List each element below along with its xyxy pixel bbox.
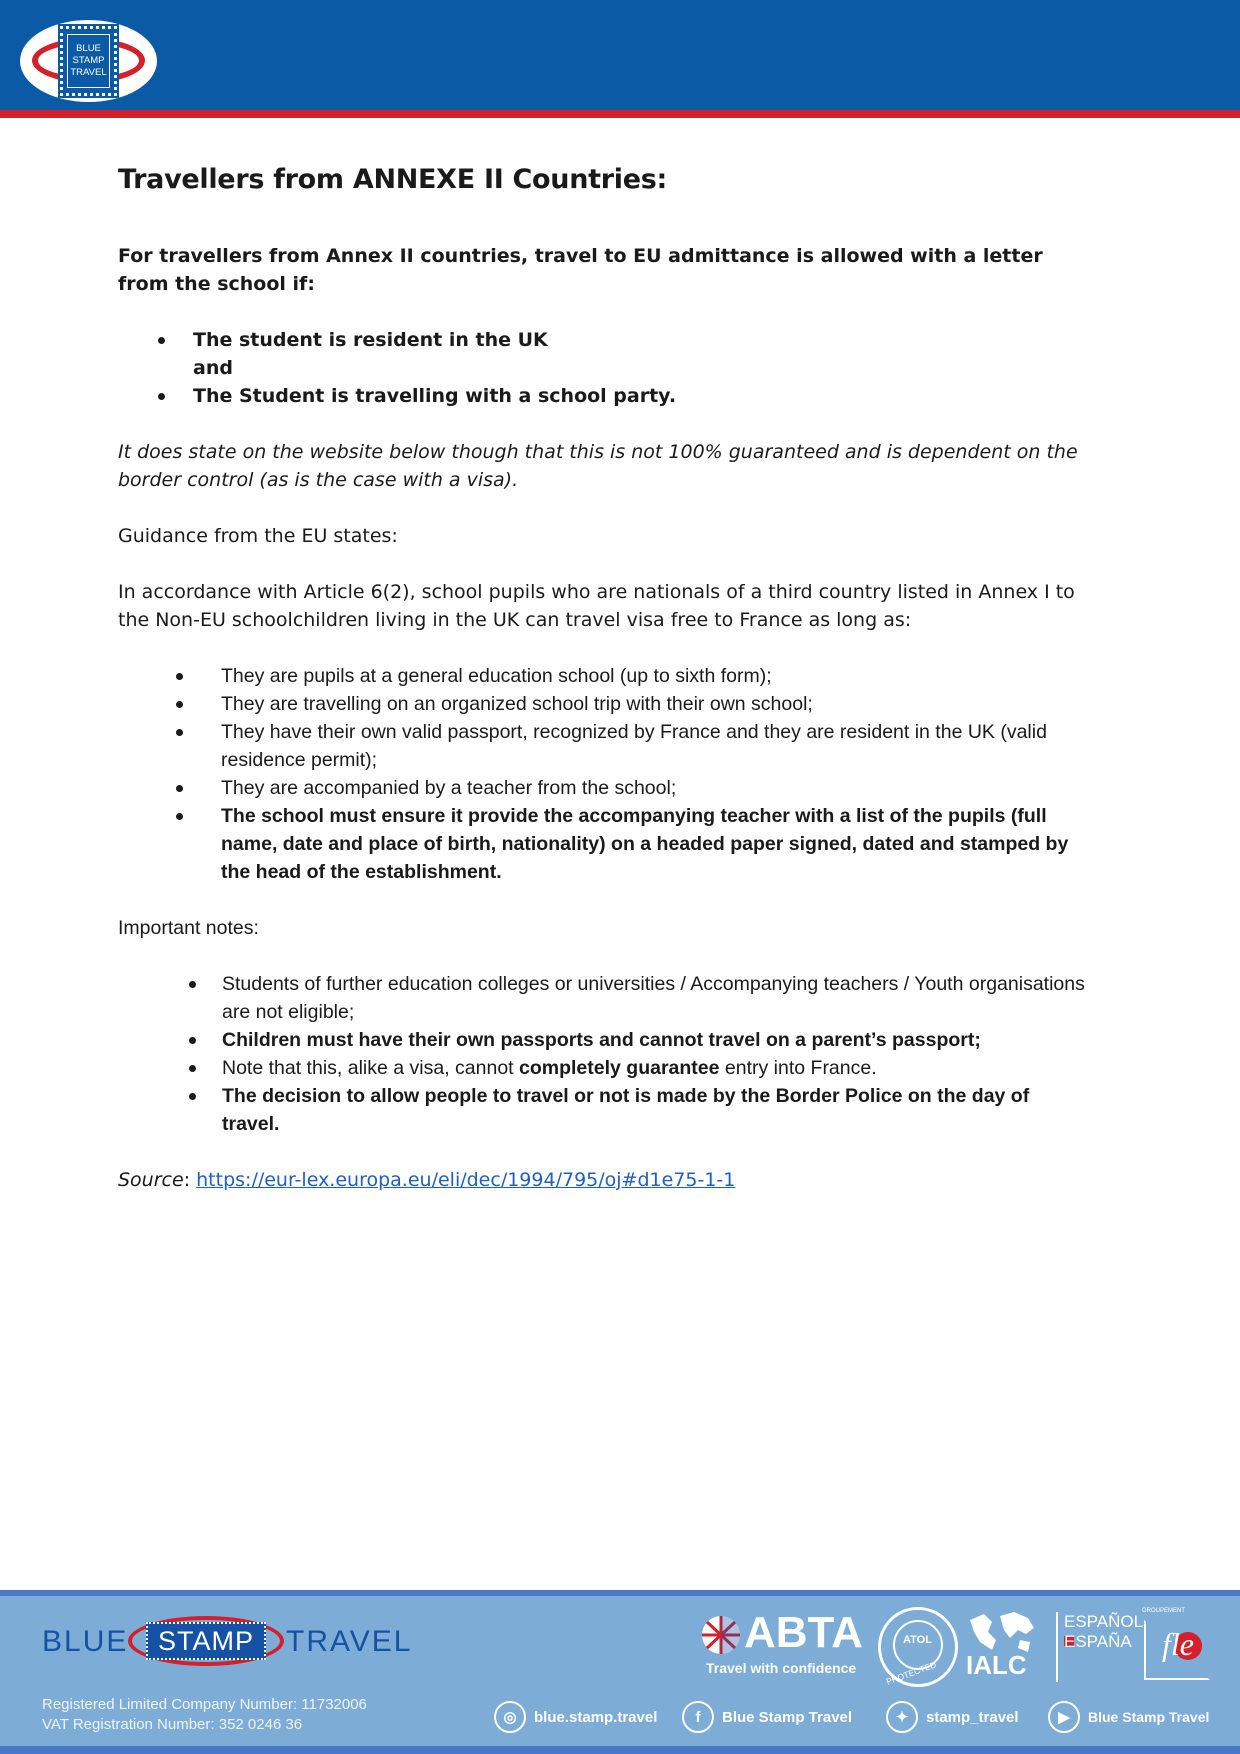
note-item: The decision to allow people to travel or not is made by the Border Police on the day of travel.: [118, 1082, 1088, 1138]
footer-bottom-stripe: [0, 1746, 1240, 1754]
footer-brand-stamp: STAMP: [146, 1622, 266, 1660]
article-paragraph: In accordance with Article 6(2), school pupils who are nationals of a third country listed in Annex I to the Non-EU schoolchildren living in the UK can travel visa free to France as long as:: [118, 581, 1075, 631]
company-number: Registered Limited Company Number: 11732006: [42, 1696, 367, 1713]
bullet-icon: [176, 729, 183, 736]
fle-text: fle: [1162, 1626, 1194, 1662]
condition-item: The Student is travelling with a school party.: [118, 382, 1088, 410]
requirements-list: [118, 662, 1088, 886]
atol-badge: [878, 1607, 958, 1687]
requirement-item: They are pupils at a general education school (up to sixth form);: [118, 662, 1088, 690]
instagram-icon: ◎: [494, 1701, 526, 1733]
atol-protected-text: PROTECTED: [884, 1659, 938, 1687]
header-red-stripe: [0, 110, 1240, 118]
page-header: [0, 0, 1240, 110]
bullet-icon: [158, 337, 165, 344]
footer-brand-right: TRAVEL: [286, 1625, 413, 1658]
footer-brand-logo: [42, 1614, 412, 1670]
intro-paragraph: For travellers from Annex II countries, travel to EU admittance is allowed with a letter from the school if:: [118, 245, 1043, 295]
requirement-item: They have their own valid passport, recognized by France and they are resident in the UK (valid residence permit);: [118, 718, 1088, 774]
page-title: Travellers from ANNEXE II Countries:: [118, 164, 668, 195]
instagram-link[interactable]: ◎ blue.stamp.travel: [494, 1700, 657, 1734]
requirement-item: They are accompanied by a teacher from the school;: [118, 774, 1088, 802]
atol-text: ATOL: [903, 1634, 932, 1646]
facebook-link[interactable]: f Blue Stamp Travel: [682, 1700, 852, 1734]
source-label: Source: [118, 1169, 184, 1191]
ialc-text: IALC: [966, 1650, 1027, 1680]
disclaimer-paragraph: It does state on the website below though that this is not 100% guaranteed and is dependent on the border control (as is the case with a visa).: [118, 441, 1078, 491]
notes-heading: Important notes:: [118, 917, 259, 939]
vat-number: VAT Registration Number: 352 0246 36: [42, 1716, 303, 1733]
notes-list: [118, 970, 1088, 1138]
footer-top-stripe: [0, 1590, 1240, 1596]
bullet-icon: [189, 1093, 196, 1100]
condition-item: The student is resident in the UK and: [118, 326, 1088, 382]
espanol-badge: [1056, 1612, 1144, 1682]
requirement-item: The school must ensure it provide the accompanying teacher with a list of the pupils (full name, date and place of birth, nationality) on a headed paper signed, dated and stamped by the head of the establishment.: [118, 802, 1088, 886]
twitter-link[interactable]: ✦ stamp_travel: [886, 1700, 1019, 1734]
bullet-icon: [189, 1065, 196, 1072]
requirement-item: They are travelling on an organized school trip with their own school;: [118, 690, 1088, 718]
logo-text-3: TRAVEL: [70, 67, 107, 78]
note-item: Note that this, alike a visa, cannot completely guarantee entry into France.: [118, 1054, 1088, 1082]
youtube-link[interactable]: ▶ Blue Stamp Travel: [1048, 1700, 1209, 1734]
bullet-icon: [176, 785, 183, 792]
espana-text: ESPAÑA: [1064, 1632, 1132, 1651]
conditions-list: [118, 326, 1088, 410]
note-item: Children must have their own passports and cannot travel on a parent’s passport;: [118, 1026, 1088, 1054]
ialc-badge: [966, 1610, 1038, 1684]
abta-logo-text: ABTA: [744, 1608, 863, 1657]
bullet-icon: [158, 393, 165, 400]
abta-globe-icon: [700, 1612, 742, 1658]
document-body: [118, 160, 1088, 1194]
bullet-icon: [176, 813, 183, 820]
world-map-icon: [966, 1610, 1038, 1654]
note-item: Students of further education colleges or universities / Accompanying teachers / Youth organisations are not eligible;: [118, 970, 1088, 1026]
youtube-icon: ▶: [1048, 1701, 1080, 1733]
logo-text-1: BLUE: [76, 43, 101, 54]
fle-badge: [1142, 1610, 1214, 1686]
source-line: Source: https://eur-lex.europa.eu/eli/dec/1994/795/oj#d1e75-1-1: [118, 1169, 736, 1191]
abta-tagline: Travel with confidence: [706, 1660, 857, 1676]
facebook-icon: f: [682, 1701, 714, 1733]
bullet-icon: [176, 673, 183, 680]
bullet-icon: [176, 701, 183, 708]
logo-stamp: [60, 26, 117, 96]
blue-stamp-travel-logo: [20, 20, 157, 102]
espanol-text: ESPAÑOL: [1064, 1612, 1144, 1631]
abta-badge: [700, 1608, 865, 1676]
source-link[interactable]: https://eur-lex.europa.eu/eli/dec/1994/795/oj#d1e75-1-1: [196, 1169, 736, 1191]
footer-brand-left: BLUE: [42, 1625, 129, 1658]
bullet-icon: [189, 1037, 196, 1044]
guidance-heading: Guidance from the EU states:: [118, 525, 398, 547]
bullet-icon: [189, 981, 196, 988]
twitter-icon: ✦: [886, 1701, 918, 1733]
logo-text-2: STAMP: [72, 55, 105, 66]
fle-group-text: GROUPEMENT: [1142, 1608, 1186, 1614]
